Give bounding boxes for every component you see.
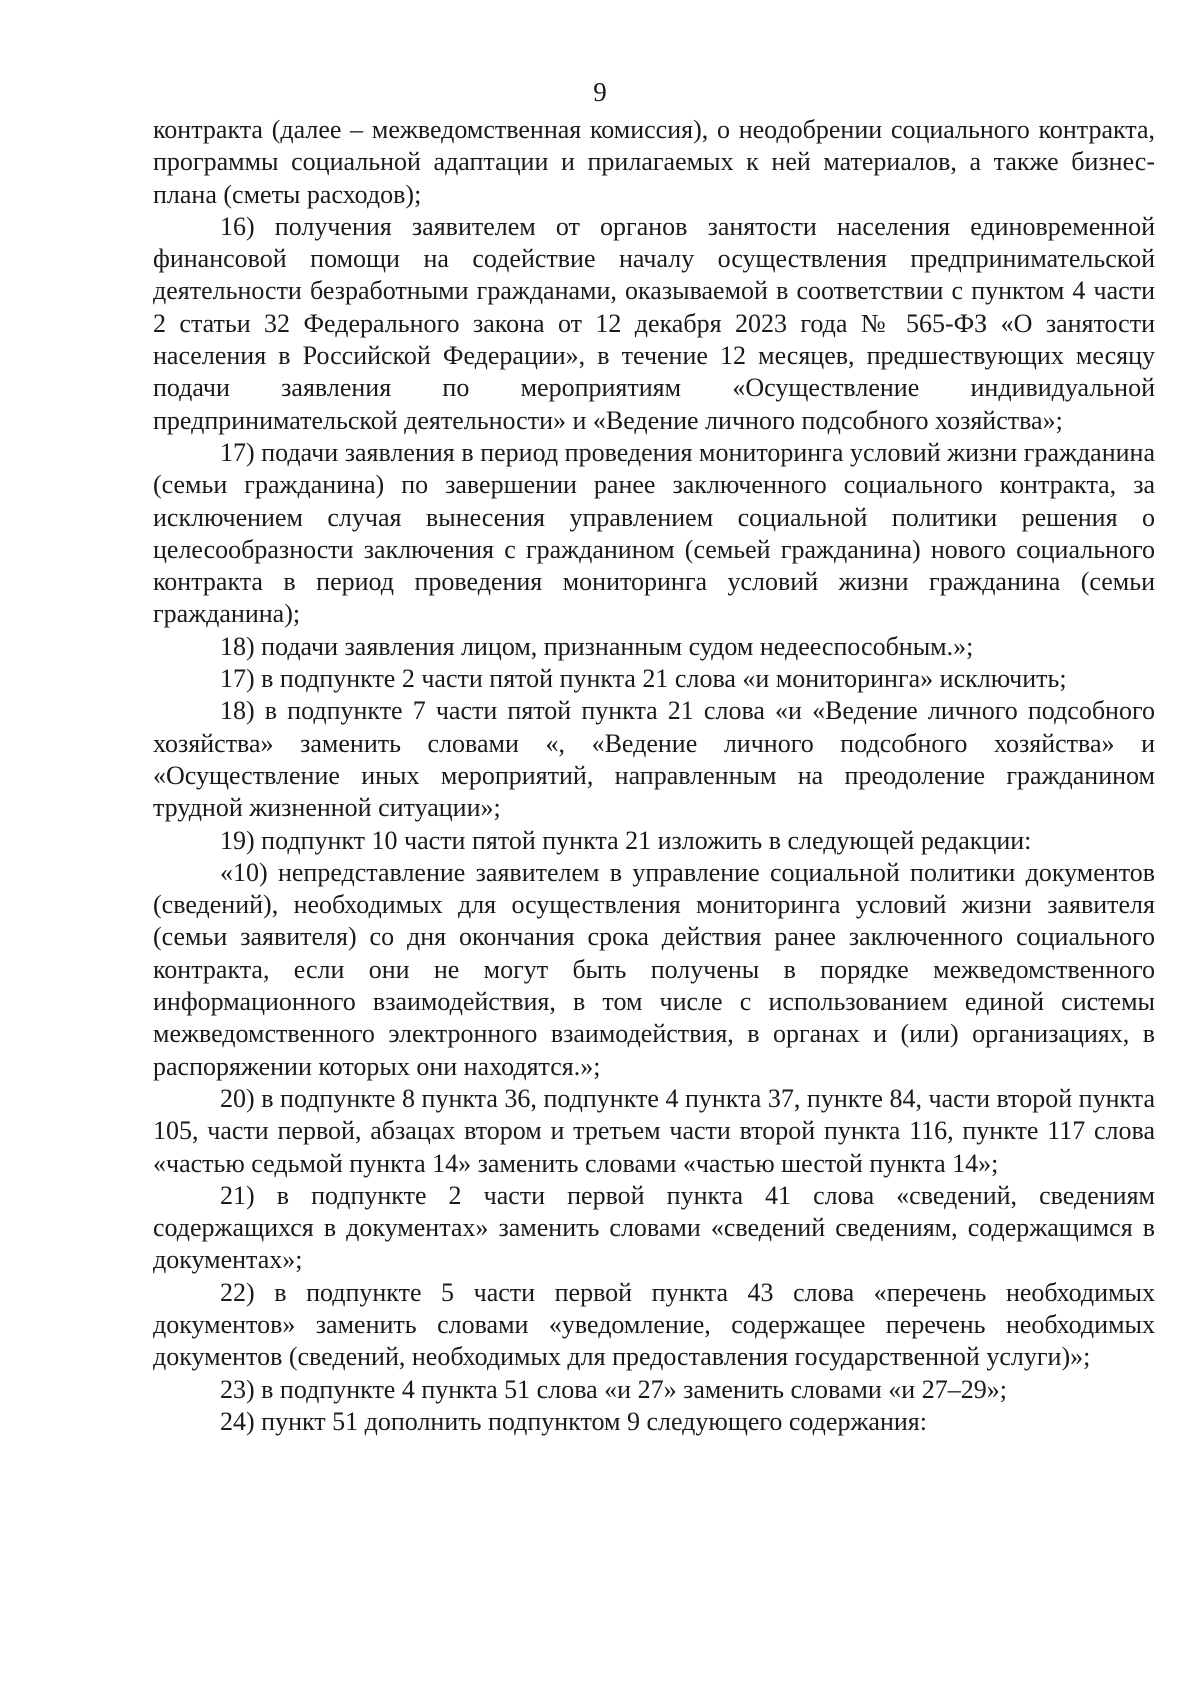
paragraph: 23) в подпункте 4 пункта 51 слова «и 27» заменить словами «и 27–29»;	[220, 1374, 1007, 1404]
paragraph: 18) в подпункте 7 части пятой пункта 21 слова «и «Ведение личного подсобного хозяйства» заменить словами «, «Ведение личного подсобного хозяйства» и «Осуществление иных мероприятий, направленным на преодоление гражданином трудной жизненной ситуации»;	[153, 696, 1155, 823]
document-body	[153, 114, 1155, 1438]
paragraph: 21) в подпункте 2 части первой пункта 41 слова «сведений, сведениям содержащихся в документах» заменить словами «сведений сведениям, содержащимся в документах»;	[153, 1180, 1155, 1275]
paragraph: «10) непредставление заявителем в управление социальной политики документов (сведений), необходимых для осуществления мониторинга условий жизни заявителя (семьи заявителя) со дня окончания срока действия ранее заключенного социального контракта, если они не могут быть получены в порядке межведомственного информационного взаимодействия, в том числе с использованием единой системы межведомственного электронного взаимодействия, в органах и (или) организациях, в распоряжении которых они находятся.»;	[153, 857, 1155, 1081]
paragraph: 17) подачи заявления в период проведения мониторинга условий жизни гражданина (семьи гражданина) по завершении ранее заключенного социального контракта, за исключением случая вынесения управлением социальной политики решения о целесообразности заключения с гражданином (семьей гражданина) нового социального контракта в период проведения мониторинга условий жизни гражданина (семьи гражданина);	[153, 437, 1155, 629]
paragraph: 22) в подпункте 5 части первой пункта 43 слова «перечень необходимых документов» заменить словами «уведомление, содержащее перечень необходимых документов (сведений, необходимых для предоставления государственной услуги)»;	[153, 1277, 1155, 1372]
page-number: 9	[593, 77, 607, 107]
paragraph: 17) в подпункте 2 части пятой пункта 21 слова «и мониторинга» исключить;	[220, 664, 1067, 694]
paragraph: 16) получения заявителем от органов занятости населения единовременной финансовой помощи на содействие началу осуществления предпринимательской деятельности безработными гражданами, оказываемой в соответствии с пунктом 4 части 2 статьи 32 Федерального закона от 12 декабря 2023 года № 565-ФЗ «О занятости населения в Российской Федерации», в течение 12 месяцев, предшествующих месяцу подачи заявления по мероприятиям «Осуществление индивидуальной предпринимательской деятельности» и «Ведение личного подсобного хозяйства»;	[153, 211, 1155, 435]
paragraph: 19) подпункт 10 части пятой пункта 21 изложить в следующей редакции:	[220, 825, 1032, 855]
paragraph: 24) пункт 51 дополнить подпунктом 9 следующего содержания:	[220, 1406, 927, 1436]
paragraph: 18) подачи заявления лицом, признанным судом недееспособным.»;	[220, 631, 974, 661]
paragraph: 20) в подпункте 8 пункта 36, подпункте 4 пункта 37, пункте 84, части второй пункта 105, части первой, абзацах втором и третьем части второй пункта 116, пункте 117 слова «частью седьмой пункта 14» заменить словами «частью шестой пункта 14»;	[153, 1083, 1155, 1178]
paragraph: контракта (далее – межведомственная комиссия), о неодобрении социального контракта, программы социальной адаптации и прилагаемых к ней материалов, а также бизнес-плана (сметы расходов);	[153, 115, 1155, 209]
